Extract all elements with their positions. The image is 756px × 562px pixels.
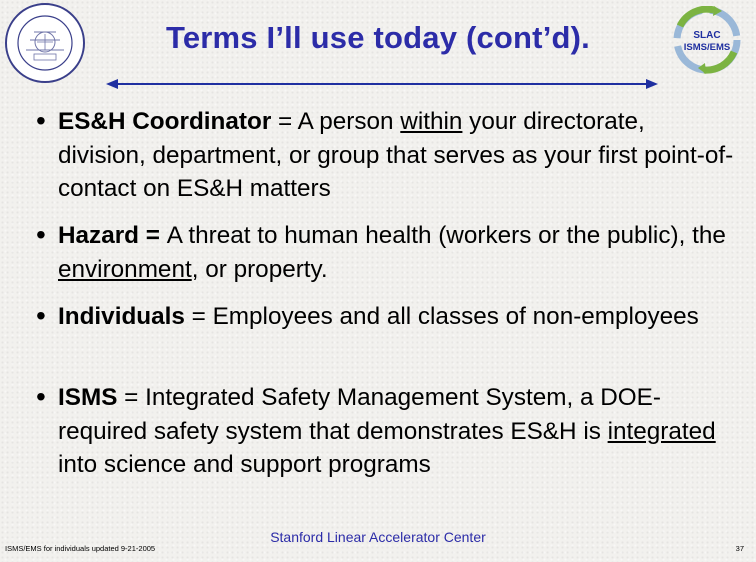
bullet-individuals <box>36 300 736 334</box>
bullet-dot-icon: • <box>36 300 46 331</box>
underlined-text: integrated <box>607 417 716 445</box>
footer-organization: Stanford Linear Accelerator Center <box>270 529 486 545</box>
definition-text: = Employees and all classes of non-employees <box>184 303 699 330</box>
page-number: 37 <box>735 544 744 553</box>
definition-text: A threat to human health (workers or the public), the <box>166 222 726 249</box>
bullet-dot-icon: • <box>36 219 46 250</box>
bullet-esh-coordinator <box>36 105 736 206</box>
footer-document-info: ISMS/EMS for individuals updated 9-21-2005 <box>5 544 156 553</box>
slide-title: Terms I’ll use today (cont’d). <box>166 20 590 55</box>
term-label: Hazard = <box>58 222 167 249</box>
definition-text: into science and support programs <box>58 451 431 478</box>
bullet-isms <box>36 381 736 482</box>
bullet-dot-icon: • <box>36 105 46 136</box>
term-label: ISMS <box>58 384 118 411</box>
underlined-text: environment <box>58 255 192 283</box>
definition-text: , or property. <box>191 255 328 283</box>
term-label: Individuals <box>58 303 185 330</box>
logo-line2: ISMS/EMS <box>683 42 731 53</box>
definition-text: = A person <box>271 108 401 135</box>
underlined-text: within <box>400 108 463 135</box>
bullet-hazard <box>36 219 736 286</box>
definition-text: your directorate, division, department, or group that serves as your first point-of-contact on ES&H matters <box>58 108 734 202</box>
definition-text: = Integrated Safety Management System, a DOE-required safety system that demonstrates ES&H is <box>58 384 661 445</box>
bullet-dot-icon: • <box>36 381 46 412</box>
term-label: ES&H Coordinator <box>58 108 272 135</box>
logo-line1: SLAC <box>693 30 721 41</box>
